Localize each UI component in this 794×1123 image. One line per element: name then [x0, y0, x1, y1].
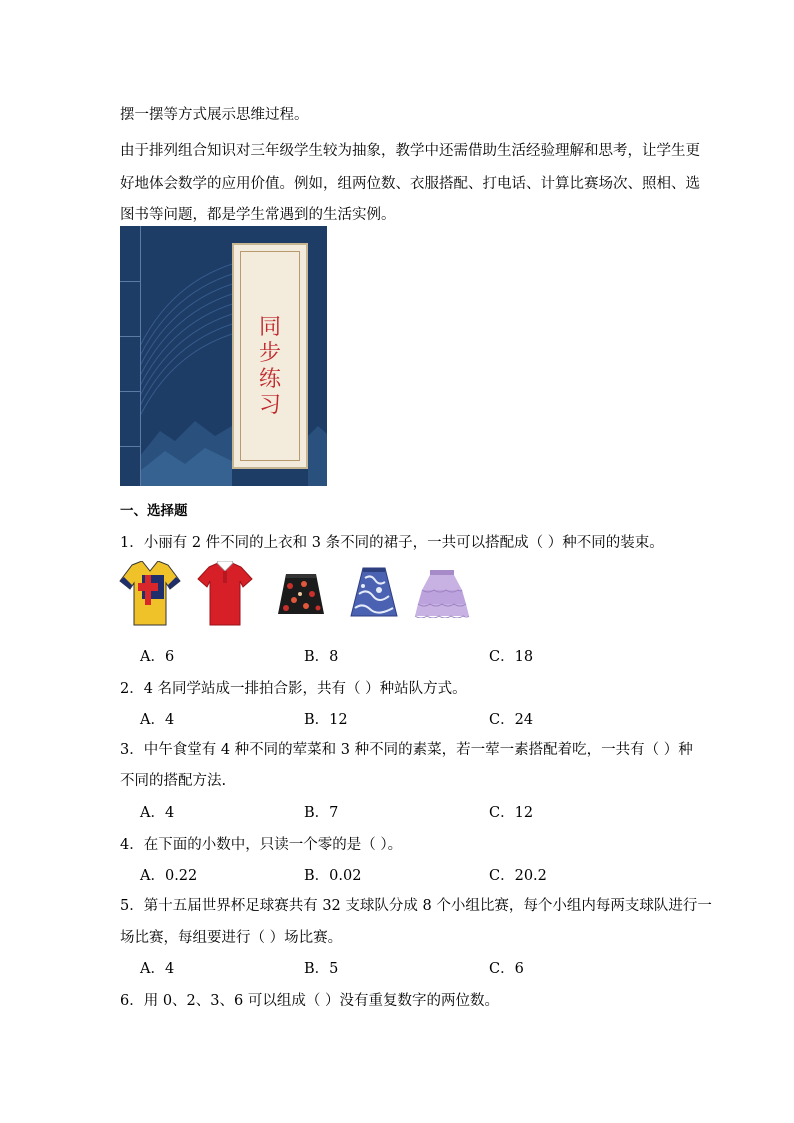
cover-title-label	[232, 243, 308, 469]
question-1: 1．小丽有 2 件不同的上衣和 3 条不同的裙子，一共可以搭配成（ ）种不同的装束。	[120, 535, 664, 551]
intro-line-3: 好地体会数学的应用价值。例如，组两位数、衣服搭配、打电话、计算比赛场次、照相、选	[120, 176, 700, 192]
q5-option-b: B．5	[304, 961, 339, 977]
q4-option-b: B．0.02	[304, 868, 362, 884]
question-4: 4．在下面的小数中，只读一个零的是（ ）。	[120, 837, 403, 853]
intro-line-2: 由于排列组合知识对三年级学生较为抽象，教学中还需借助生活经验理解和思考，让学生更	[120, 143, 700, 159]
blue-print-skirt-icon	[349, 566, 399, 620]
cover-spine	[120, 226, 141, 486]
question-3-line-1: 3．中午食堂有 4 种不同的荤菜和 3 种不同的素菜，若一荤一素搭配着吃，一共有（ ）种	[120, 742, 693, 758]
question-5-line-2: 场比赛，每组要进行（ ）场比赛。	[120, 930, 343, 946]
q2-option-b: B．12	[304, 712, 348, 728]
yellow-shirt-icon	[118, 561, 182, 627]
book-cover-image	[120, 226, 327, 486]
red-polo-shirt-icon	[196, 561, 254, 629]
q4-option-a: A．0.22	[140, 868, 198, 884]
floral-skirt-icon	[276, 572, 326, 618]
intro-line-1: 摆一摆等方式展示思维过程。	[120, 107, 309, 123]
q1-option-b: B．8	[304, 649, 339, 665]
intro-line-4: 图书等问题，都是学生常遇到的生活实例。	[120, 207, 396, 223]
q4-option-c: C．20.2	[489, 868, 547, 884]
section-title: 一、选择题	[120, 503, 188, 519]
question-5-line-1: 5．第十五届世界杯足球赛共有 32 支球队分成 8 个小组比赛，每个小组内每两支球队进行一	[120, 898, 712, 914]
q5-option-a: A．4	[140, 961, 175, 977]
q3-option-b: B．7	[304, 805, 339, 821]
q2-option-c: C．24	[489, 712, 534, 728]
purple-tulle-skirt-icon	[414, 570, 470, 618]
q3-option-a: A．4	[140, 805, 175, 821]
question-2: 2．4 名同学站成一排拍合影，共有（ ）种站队方式。	[120, 681, 467, 697]
q1-option-a: A．6	[140, 649, 175, 665]
cover-title: 同 步 练 习	[258, 315, 281, 418]
q1-option-c: C．18	[489, 649, 534, 665]
q2-option-a: A．4	[140, 712, 175, 728]
question-3-line-2: 不同的搭配方法.	[120, 773, 227, 789]
q3-option-c: C．12	[489, 805, 534, 821]
question-6: 6．用 0、2、3、6 可以组成（ ）没有重复数字的两位数。	[120, 993, 499, 1009]
q5-option-c: C．6	[489, 961, 524, 977]
